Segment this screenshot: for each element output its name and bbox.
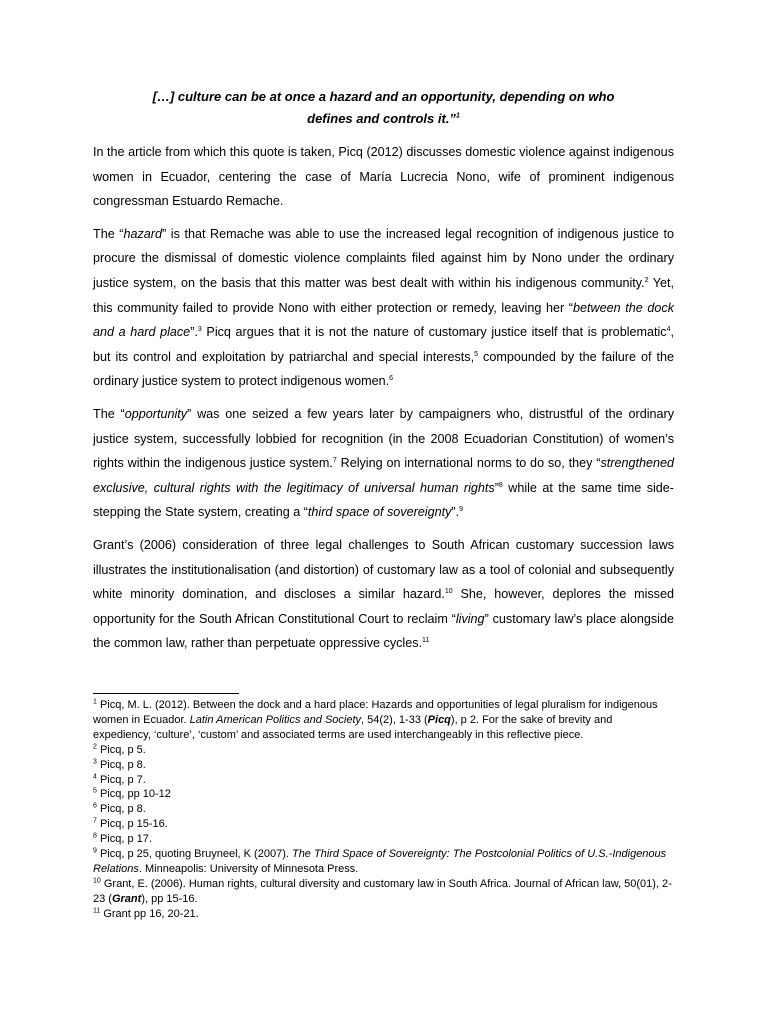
footnote-9: $^9$ Picq, p 25, quoting Bruyneel, K (2007). The Third Space of Sovereignty: The Postcolonial Politics of U.S.-Indigenous Relations. Minneapolis: University of Minnesota Press. xyxy=(93,847,667,875)
quote-line-1: culture can be at once a hazard and an opportunity, depending on who xyxy=(177,89,615,104)
term-opportunity: opportunity xyxy=(124,406,188,421)
quote-strengthened: strengthened exclusive, cultural rights with the legitimacy of universal human rights xyxy=(93,456,674,495)
footnotes xyxy=(93,698,673,922)
quote-ellipsis: […] xyxy=(152,89,178,104)
paragraph-2: The “hazard” is that Remache was able to use the increased legal recognition of indigenous justice to procure the dismissal of domestic violence complaints filed against him by Nono under the ordinary justice system, on the basis that this matter was best dealt with within his indigenous community.$^2$ Yet, this community failed to provide Nono with either protection or remedy, leaving her “between the dock and a hard place”.$^3$ Picq argues that it is not the nature of customary justice itself that is problematic$^4$, but its control and exploitation by patriarchal and special interests,$^5$ compounded by the failure of the ordinary justice system to protect indigenous women.$^6$ xyxy=(93,226,674,389)
paragraph-3: The “opportunity” was one seized a few years later by campaigners who, distrustful of the ordinary justice system, successfully lobbied for recognition (in the 2008 Ecuadorian Constitution) of women’s rights within the indigenous justice system.$^7$ Relying on international norms to do so, they “strengthened exclusive, cultural rights with the legitimacy of universal human rights”$^8$ while at the same time side-stepping the State system, creating a “third space of sovereignty”.$^9$ xyxy=(93,406,674,520)
footnote-ref-10[interactable]: 10 xyxy=(444,587,453,595)
footnote-ref-2[interactable]: 2 xyxy=(644,276,649,284)
footnote-ref-8[interactable]: 8 xyxy=(498,481,503,489)
footnote-4: $^4$ Picq, p 7. xyxy=(93,772,146,786)
paragraph-4: Grant’s (2006) consideration of three legal challenges to South African customary succession laws illustrates the institutionalisation (and distortion) of customary law as a tool of colonial and subsequently white minority domination, and discloses a similar hazard.$^{10}$ She, however, deplores the missed opportunity for the South African Constitutional Court to reclaim “living” customary law’s place alongside the common law, rather than perpetuate oppressive cycles.$^{11}$ xyxy=(93,537,674,651)
paragraph-1-text: In the article from which this quote is taken, Picq (2012) discusses domestic violence against indigenous women in Ecuador, centering the case of María Lucrecia Nono, wife of prominent indigenous congressman Estuardo Remache. xyxy=(93,145,674,209)
footnote-ref-9[interactable]: 9 xyxy=(459,506,464,514)
footnote-ref-5[interactable]: 5 xyxy=(474,350,479,358)
quote-third-space: third space of sovereignty xyxy=(307,505,452,520)
footnote-3: $^3$ Picq, p 8. xyxy=(93,757,146,771)
footnote-7: $^7$ Picq, p 15-16. xyxy=(93,817,168,831)
footnote-ref-3[interactable]: 3 xyxy=(197,325,202,333)
term-living: living xyxy=(455,611,485,626)
footnote-ref-4[interactable]: 4 xyxy=(666,325,671,333)
footnote-1: $^1$ Picq, M. L. (2012). Between the dock and a hard place: Hazards and opportunities of legal pluralism for indigenous women in Ecuador. Latin American Politics and Society, 54(2), 1-33 (Picq), p 2. For the sake of brevity and expediency, ‘culture’, ‘custom’ and associated terms are used interchangeably in this reflective piece. xyxy=(93,698,658,741)
footnote-ref-6[interactable]: 6 xyxy=(389,375,394,383)
footnote-6: $^6$ Picq, p 8. xyxy=(93,802,146,816)
footnote-10: $^{10}$ Grant, E. (2006). Human rights, cultural diversity and customary law in South Africa. Journal of African law, 50(01), 2-23 (Grant), pp 15-16. xyxy=(93,877,672,905)
footnote-11: $^{11}$ Grant pp 16, 20-21. xyxy=(93,907,199,920)
footnote-ref-7[interactable]: 7 xyxy=(332,456,337,464)
paragraph-1 xyxy=(93,140,674,214)
footnote-separator xyxy=(93,693,239,694)
footnote-ref-1[interactable]: 1 xyxy=(455,112,460,120)
footnote-2: $^2$ Picq, p 5. xyxy=(93,743,146,756)
term-hazard: hazard xyxy=(123,226,162,241)
document-body xyxy=(93,86,674,664)
footnote-8: $^8$ Picq, p 17. xyxy=(93,832,152,846)
epigraph-quote xyxy=(93,86,674,130)
quote-line-2: defines and controls it.” xyxy=(307,111,456,126)
footnote-5: $^5$ Picq, pp 10-12 xyxy=(93,787,171,801)
footnote-ref-11[interactable]: 11 xyxy=(422,637,430,645)
quote-dock: between the dock and a hard place xyxy=(93,300,674,340)
